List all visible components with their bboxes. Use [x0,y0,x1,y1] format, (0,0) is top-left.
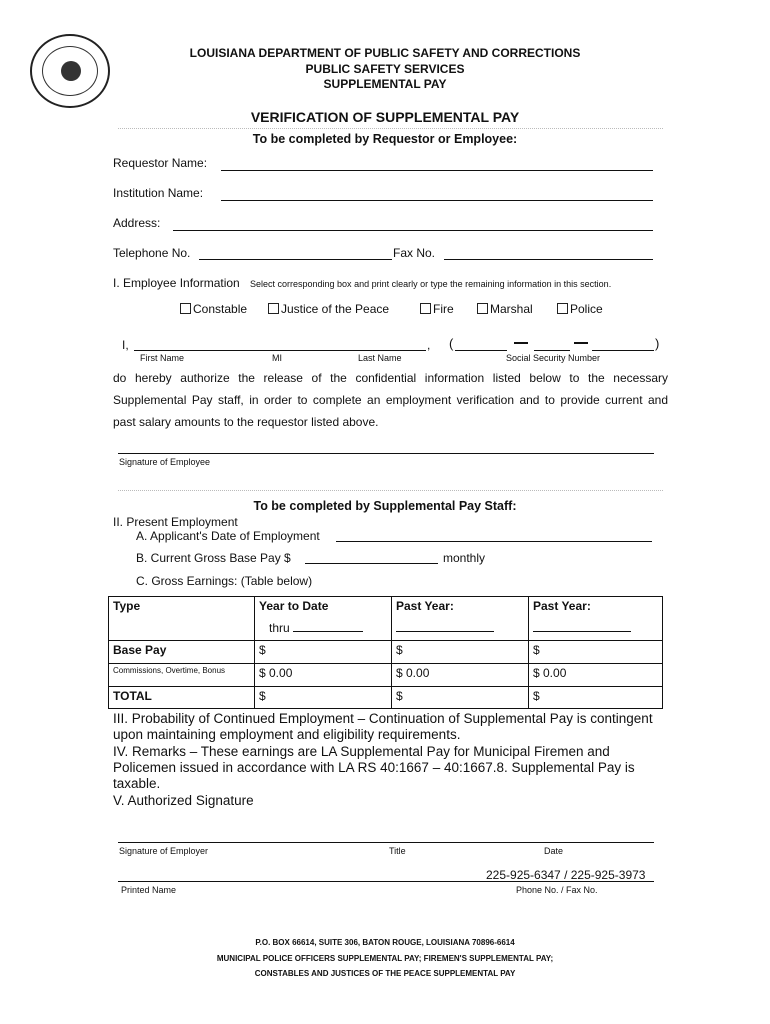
row-type: TOTAL [109,687,255,709]
gross-earnings-label: C. Gross Earnings: (Table below) [136,574,313,588]
authorization-line-2: Supplemental Pay staff, in order to complete an employment verification and to provide current and [113,393,668,407]
header-past-year-2 [529,597,663,641]
gross-base-pay-field[interactable] [305,563,438,564]
requestor-name-label: Requestor Name: [113,156,208,170]
telephone-label: Telephone No. [113,246,191,260]
employer-signature-caption: Signature of Employer [119,846,209,856]
agency-program: SUPPLEMENTAL PAY [323,77,447,91]
present-employment-heading: II. Present Employment [113,515,238,529]
institution-name-label: Institution Name: [113,186,204,200]
printed-name-field[interactable] [118,881,654,882]
employee-info-instructions: Select corresponding box and print clearly or type the remaining information in this section. [250,279,612,289]
table-cell[interactable]: $ 0.00 [255,664,392,687]
ssn-dash [574,342,588,344]
header-year-to-date [255,597,392,641]
table-cell[interactable]: $ [392,687,529,709]
table-cell[interactable]: $ [529,687,663,709]
year-to-date-label: Year to Date [259,599,329,613]
remarks-line-2: Policemen issued in accordance with LA RS 40:1667 – 40:1667.8. Supplemental Pay is [113,760,635,775]
address-label: Address: [113,216,161,230]
date-of-employment-field[interactable] [336,541,652,542]
requestor-section-heading: To be completed by Requestor or Employee: [252,132,518,146]
past-year-1-field[interactable] [396,621,494,632]
table-row [109,641,663,664]
employee-name-field[interactable] [134,350,426,351]
thru-label: thru [269,621,290,635]
checkbox-icon [420,303,431,314]
section-divider [118,490,663,491]
employer-signature-field[interactable] [118,842,654,843]
checkbox-icon [268,303,279,314]
table-header-row [109,597,663,641]
printed-name-caption: Printed Name [121,885,177,895]
ssn-part-3-field[interactable] [592,350,654,351]
checkbox-police[interactable]: Police [557,302,603,316]
table-row [109,664,663,687]
remarks-line-1: IV. Remarks – These earnings are LA Supplemental Pay for Municipal Firemen and [113,744,610,759]
ssn-part-2-field[interactable] [534,350,570,351]
header-type: Type [109,597,255,641]
gross-earnings-table [108,596,663,709]
title-caption: Title [389,846,406,856]
name-comma: , [427,338,431,352]
requestor-name-field[interactable] [221,170,653,171]
form-title: VERIFICATION OF SUPPLEMENTAL PAY [250,109,520,125]
date-caption: Date [544,846,564,856]
gross-base-pay-label: B. Current Gross Base Pay $ [136,551,291,565]
authorization-line-1: do hereby authorize the release of the confidential information listed below to the necessary [113,371,668,385]
probability-line-2: upon maintaining employment and eligibility requirements. [113,727,461,742]
table-cell[interactable]: $ [255,641,392,664]
employee-signature-field[interactable] [118,453,654,454]
footer-address: P.O. BOX 66614, SUITE 306, BATON ROUGE, LOUISIANA 70896-6614 [255,938,515,947]
fax-field[interactable] [444,259,653,260]
authorization-line-3: past salary amounts to the requestor listed above. [113,415,379,429]
checkbox-justice-of-the-peace[interactable]: Justice of the Peace [268,302,389,316]
employee-info-heading: I. Employee Information [113,276,240,290]
ssn-caption: Social Security Number [506,353,601,363]
checkbox-icon [557,303,568,314]
footer-programs-1: MUNICIPAL POLICE OFFICERS SUPPLEMENTAL PAY; FIREMEN'S SUPPLEMENTAL PAY; [216,954,554,963]
thru-row [269,621,387,635]
row-type: Commissions, Overtime, Bonus [109,664,255,687]
checkbox-marshal[interactable]: Marshal [477,302,533,316]
table-row [109,687,663,709]
agency-division: PUBLIC SAFETY SERVICES [305,62,465,76]
staff-section-heading: To be completed by Supplemental Pay Staff: [253,499,517,513]
ssn-close-paren: ) [655,336,660,351]
footer-programs-2: CONSTABLES AND JUSTICES OF THE PEACE SUPPLEMENTAL PAY [254,969,516,978]
table-cell[interactable]: $ [392,641,529,664]
address-field[interactable] [173,230,653,231]
employee-signature-caption: Signature of Employee [119,457,211,467]
row-type: Base Pay [109,641,255,664]
header-past-year-1 [392,597,529,641]
probability-line-1: III. Probability of Continued Employment – Continuation of Supplemental Pay is contingent [113,711,653,726]
phone-fax-value: 225-925-6347 / 225-925-3973 [486,868,646,882]
past-year-1-label: Past Year: [396,599,454,613]
title-divider [118,128,663,129]
first-name-caption: First Name [140,353,185,363]
telephone-field[interactable] [199,259,392,260]
table-cell[interactable]: $ [255,687,392,709]
ssn-open-paren: ( [449,336,454,351]
ssn-dash [514,342,528,344]
ssn-part-1-field[interactable] [455,350,507,351]
table-cell[interactable]: $ [529,641,663,664]
gross-base-pay-suffix: monthly [443,551,486,565]
checkbox-icon [180,303,191,314]
past-year-2-label: Past Year: [533,599,591,613]
authorized-signature-heading: V. Authorized Signature [113,793,254,808]
mi-caption: MI [272,353,282,363]
thru-date-field[interactable] [293,621,363,632]
agency-name: LOUISIANA DEPARTMENT OF PUBLIC SAFETY AND CORRECTIONS [189,46,581,60]
fax-label: Fax No. [393,246,436,260]
checkbox-constable[interactable]: Constable [180,302,247,316]
institution-name-field[interactable] [221,200,653,201]
date-of-employment-label: A. Applicant's Date of Employment [136,529,320,543]
checkbox-icon [477,303,488,314]
checkbox-fire[interactable]: Fire [420,302,454,316]
table-cell[interactable]: $ 0.00 [392,664,529,687]
i-label: I, [122,338,129,352]
table-cell[interactable]: $ 0.00 [529,664,663,687]
past-year-2-field[interactable] [533,621,631,632]
remarks-line-3: taxable. [113,776,161,791]
last-name-caption: Last Name [358,353,402,363]
phone-fax-caption: Phone No. / Fax No. [516,885,598,895]
